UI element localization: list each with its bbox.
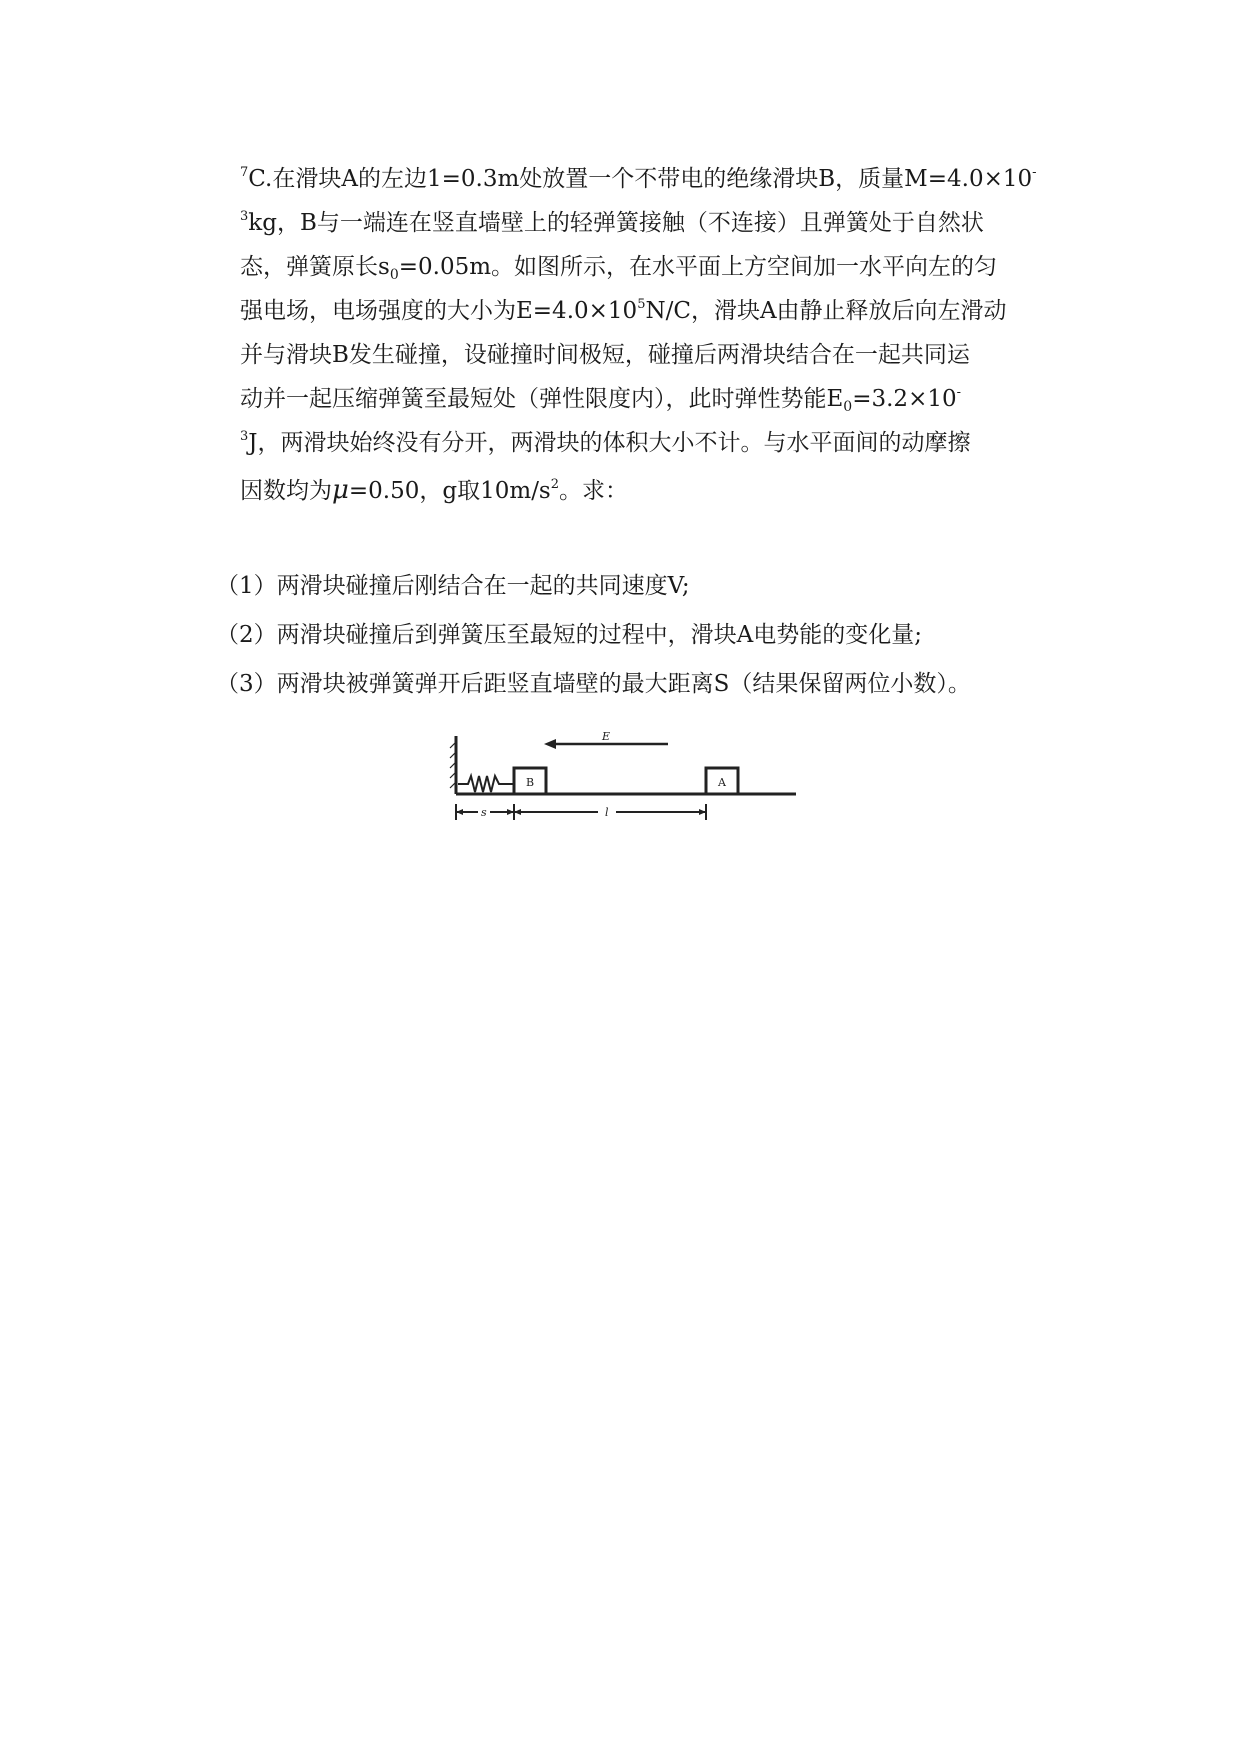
problem-line-2: $^3$kg，B与一端连在竖直墙壁上的轻弹簧接触（不连接）且弹簧处于自然状 xyxy=(240,209,984,236)
problem-line-8: 因数均为μ=0.50，g取$10m/s^2$。求： xyxy=(240,475,629,505)
block-b-label: B xyxy=(526,776,535,789)
question-1: （1）两滑块碰撞后刚结合在一起的共同速度V; xyxy=(216,573,690,599)
field-label: E xyxy=(602,732,611,743)
block-a-label: A xyxy=(718,776,726,789)
spring xyxy=(458,776,514,792)
mu-symbol: μ xyxy=(332,475,349,505)
setup-diagram xyxy=(448,732,800,832)
problem-line-6: 动并一起压缩弹簧至最短处（弹性限度内），此时弹性势能$E_0=3.2\times 10^-$ xyxy=(240,385,962,415)
problem-line-3: 态，弹簧原长$s_0=0.05m$。如图所示，在水平面上方空间加一水平向左的匀 xyxy=(240,254,998,283)
problem-line-7: $^3$J，两滑块始终没有分开，两滑块的体积大小不计。与水平面间的动摩擦 xyxy=(240,429,971,456)
problem-line-5: 并与滑块B发生碰撞，设碰撞时间极短，碰撞后两滑块结合在一起共同运 xyxy=(240,342,970,368)
setup-diagram-svg xyxy=(448,732,800,832)
problem-line-1: $^7$C.在滑块A的左边1=0.3m处放置一个不带电的绝缘滑块B，质量M=4.0×10- xyxy=(240,165,1037,192)
question-2: （2）两滑块碰撞后到弹簧压至最短的过程中，滑块A电势能的变化量; xyxy=(216,622,922,648)
wall xyxy=(450,736,456,794)
problem-line-4: 强电场，电场强度的大小为$E=4.0\times 10^5N/C$，滑块A由静止释放后向左滑动 xyxy=(240,297,1007,324)
question-3: （3）两滑块被弹簧弹开后距竖直墙壁的最大距离S（结果保留两位小数）。 xyxy=(216,671,971,697)
dim-s-label: s xyxy=(481,806,487,819)
dim-l-label: l xyxy=(605,806,609,819)
field-arrow xyxy=(544,732,668,749)
block-a xyxy=(706,768,738,794)
block-b xyxy=(514,768,546,794)
dimension-line xyxy=(456,804,706,820)
